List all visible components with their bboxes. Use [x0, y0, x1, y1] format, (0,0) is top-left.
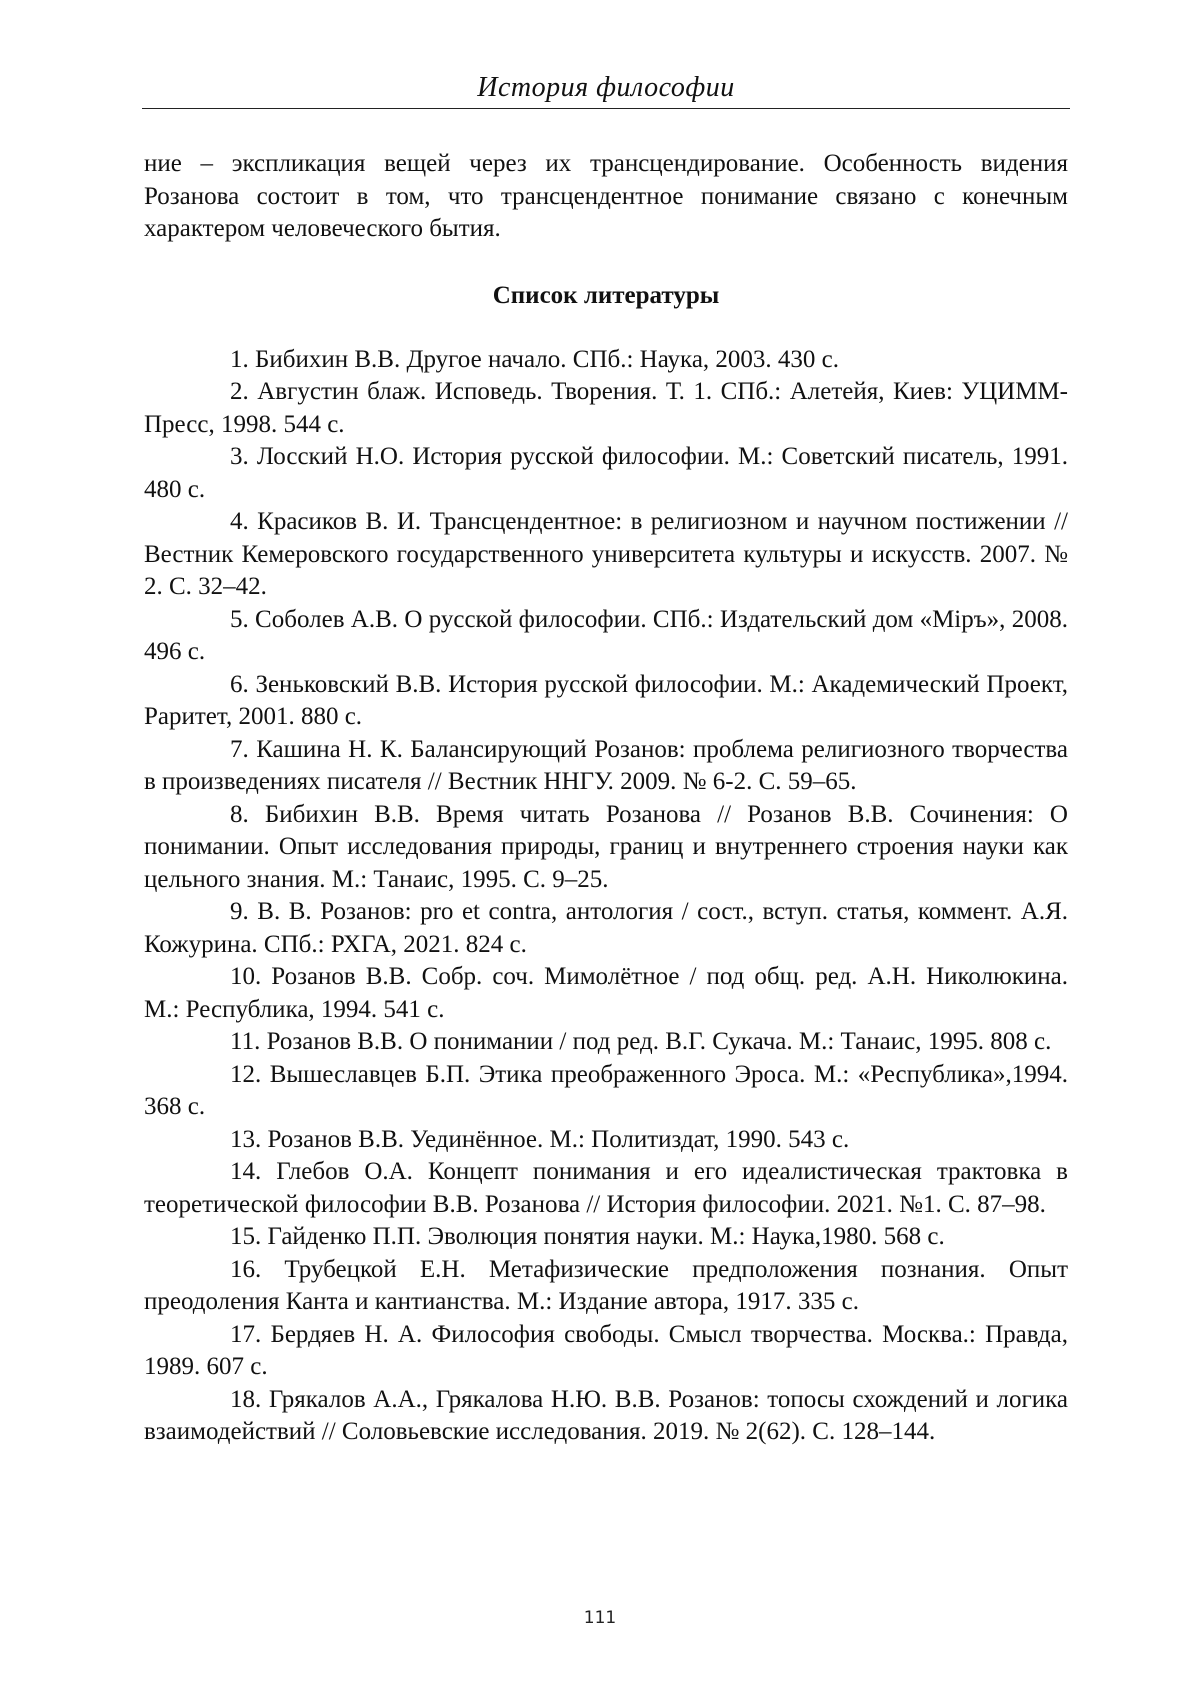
- reference-item: 1. Бибихин В.В. Другое начало. СПб.: Наука, 2003. 430 с.: [230, 345, 840, 373]
- reference-item: 12. Вышеславцев Б.П. Этика преображенного Эроса. М.: «Республика»,1994. 368 с.: [144, 1060, 1068, 1120]
- reference-item: 2. Августин блаж. Исповедь. Творения. Т. 1. СПб.: Алетейя, Киев: УЦИММ-Пресс, 1998. 544 с.: [144, 378, 1068, 438]
- references-list: [144, 344, 1068, 1449]
- reference-item: 8. Бибихин В.В. Время читать Розанова // Розанов В.В. Сочинения: О понимании. Опыт исследования природы, границ и внутреннего строения науки как цельного знания. М.: Танаис, 1995. С. 9–25.: [144, 800, 1068, 893]
- references-heading: Список литературы: [492, 281, 720, 309]
- reference-item: 4. Красиков В. И. Трансцендентное: в религиозном и научном постижении // Вестник Кемеровского государственного университета культуры и искусств. 2007. № 2. С. 32–42.: [144, 508, 1068, 600]
- reference-item: 17. Бердяев Н. А. Философия свободы. Смысл творчества. Москва.: Правда, 1989. 607 с.: [144, 1320, 1068, 1380]
- running-header-title: История философии: [477, 72, 735, 103]
- reference-item: 7. Кашина Н. К. Балансирующий Розанов: проблема религиозного творчества в произведениях писателя // Вестник ННГУ. 2009. № 6-2. С. 59–65.: [144, 735, 1068, 795]
- header-rule: [142, 108, 1070, 109]
- reference-item: 9. В. В. Розанов: pro et contra, антология / сост., вступ. статья, коммент. А.Я. Кожурина. СПб.: РХГА, 2021. 824 с.: [144, 898, 1068, 958]
- reference-item: 14. Глебов О.А. Концепт понимания и его идеалистическая трактовка в теоретической философии В.В. Розанова // История философии. 2021. №1. С. 87–98.: [144, 1158, 1068, 1218]
- reference-item: 15. Гайденко П.П. Эволюция понятия науки. М.: Наука,1980. 568 с.: [230, 1223, 945, 1250]
- reference-item: 3. Лосский Н.О. История русской философии. М.: Советский писатель, 1991. 480 с.: [144, 443, 1068, 503]
- intro-paragraph: ние – экспликация вещей через их трансцендирование. Особенность видения Розанова состоит в том, что трансцендентное понимание связано с конечным характером человеческого бытия.: [144, 150, 1068, 242]
- reference-item: 13. Розанов В.В. Уединённое. М.: Политиздат, 1990. 543 с.: [230, 1125, 850, 1153]
- reference-item: 18. Грякалов А.А., Грякалова Н.Ю. В.В. Розанов: топосы схождений и логика взаимодействий // Соловьевские исследования. 2019. № 2(62). С. 128–144.: [144, 1385, 1068, 1445]
- body-text: [144, 148, 1068, 1449]
- reference-item: 6. Зеньковский В.В. История русской философии. М.: Академический Проект, Раритет, 2001. 880 с.: [144, 670, 1068, 730]
- reference-item: 11. Розанов В.В. О понимании / под ред. В.Г. Сукача. М.: Танаис, 1995. 808 с.: [230, 1028, 1052, 1055]
- page-number: 111: [583, 1608, 617, 1628]
- reference-item: 5. Соболев А.В. О русской философии. СПб.: Издательский дом «Міръ», 2008. 496 с.: [144, 605, 1068, 665]
- reference-item: 16. Трубецкой Е.Н. Метафизические предположения познания. Опыт преодоления Канта и кантианства. М.: Издание автора, 1917. 335 с.: [144, 1255, 1068, 1315]
- reference-item: 10. Розанов В.В. Собр. соч. Мимолётное / под общ. ред. А.Н. Николюкина. М.: Республика, 1994. 541 с.: [144, 963, 1068, 1023]
